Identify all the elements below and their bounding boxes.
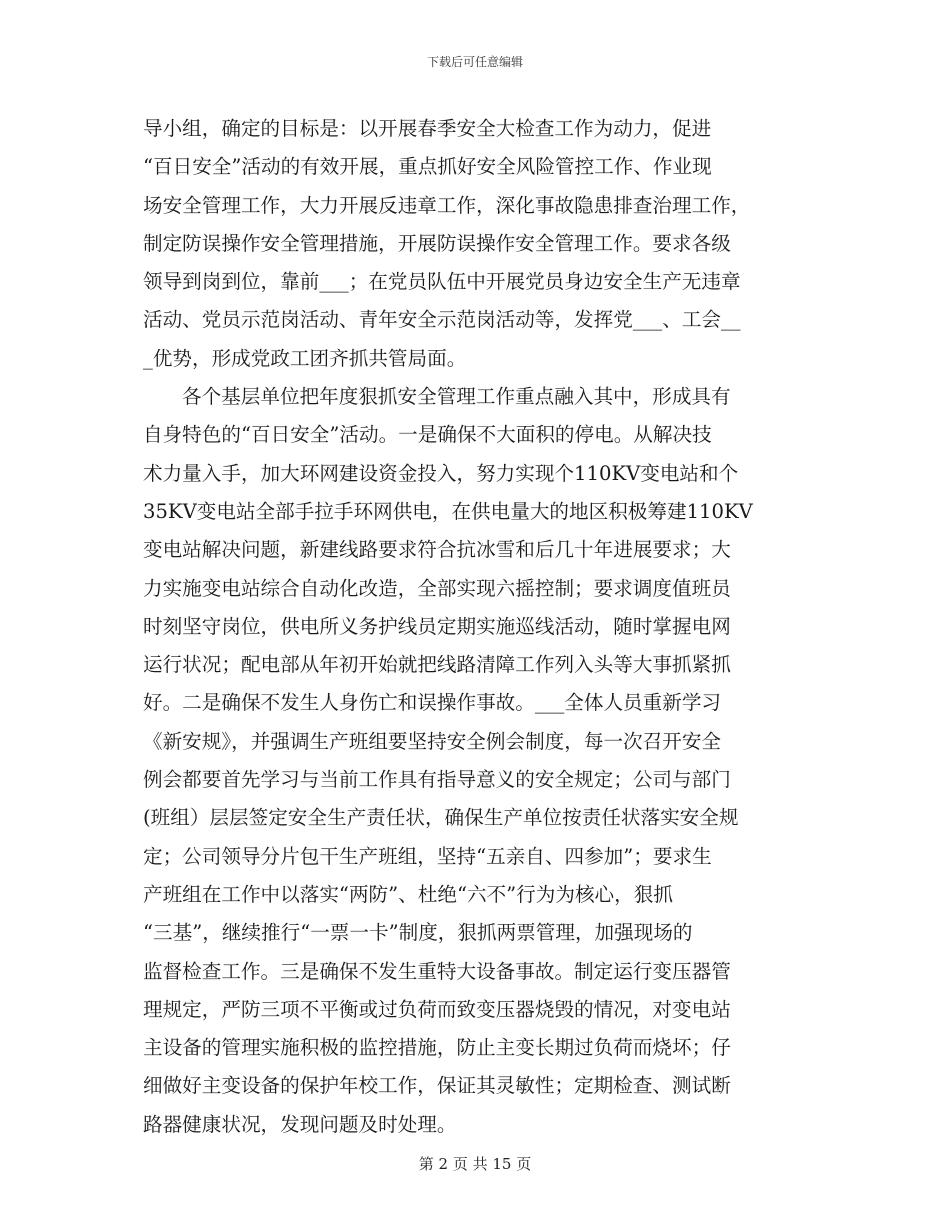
- text-line: 力实施变电站综合自动化改造，全部实现六摇控制；要求调度值班员: [143, 576, 731, 600]
- text-line: “百日安全”活动的有效开展，重点抓好安全风险管控工作、作业现: [143, 155, 712, 179]
- page-footer: 第 2 页 共 15 页: [418, 1155, 532, 1173]
- text-line: 理规定，严防三项不平衡或过负荷而致变压器烧毁的情况，对变电站: [143, 997, 731, 1021]
- text-line: 制定防误操作安全管理措施，开展防误操作安全管理工作。要求各级: [143, 231, 731, 255]
- text-line: 主设备的管理实施积极的监控措施，防止主变长期过负荷而烧坏；仔: [143, 1036, 731, 1060]
- text-line: 《新安规》，并强调生产班组要坚持安全例会制度，每一次召开安全: [143, 729, 722, 753]
- page-header: 下载后可任意编辑: [426, 55, 523, 69]
- text-line: 运行状况；配电部从年初开始就把线路清障工作列入头等大事抓紧抓: [143, 653, 731, 677]
- text-line: 各个基层单位把年度狠抓安全管理工作重点融入其中，形成具有: [182, 385, 731, 409]
- text-line: _优势，形成党政工团齐抓共管局面。: [143, 346, 467, 370]
- text-line: (班组）层层签定安全生产责任状，确保生产单位按责任状落实安全规: [143, 806, 739, 830]
- text-line: 自身特色的“百日安全”活动。一是确保不大面积的停电。从解决技: [143, 423, 712, 447]
- text-line: 定；公司领导分片包干生产班组，坚持“五亲自、四参加”；要求生: [143, 844, 712, 868]
- text-line: 35KV变电站全部手拉手环网供电，在供电量大的地区积极筹建110KV: [143, 499, 753, 523]
- text-line: 活动、党员示范岗活动、青年安全示范岗活动等，发挥党___、工会__: [143, 308, 741, 332]
- text-line: 术力量入手，加大环网建设资金投入，努力实现个110KV变电站和个: [143, 461, 739, 485]
- text-line: 导小组，确定的目标是：以开展春季安全大检查工作为动力，促进: [143, 117, 712, 140]
- text-line: 例会都要首先学习与当前工作具有指导意义的安全规定；公司与部门: [143, 768, 731, 792]
- text-line: 路器健康状况，发现问题及时处理。: [143, 1112, 457, 1136]
- text-line: 场安全管理工作，大力开展反违章工作，深化事故隐患排查治理工作，: [143, 193, 751, 217]
- text-line: 好。二是确保不发生人身伤亡和误操作事故。___全体人员重新学习: [143, 691, 722, 715]
- text-line: 细做好主变设备的保护年校工作，保证其灵敏性；定期检查、测试断: [143, 1074, 731, 1098]
- document-body: [143, 110, 811, 1144]
- text-line: 时刻坚守岗位，供电所义务护线员定期实施巡线活动，随时掌握电网: [143, 614, 731, 638]
- text-line: 监督检查工作。三是确保不发生重特大设备事故。制定运行变压器管: [143, 959, 731, 983]
- text-line: 产班组在工作中以落实“两防”、杜绝“六不”行为为核心，狠抓: [143, 882, 673, 906]
- text-line: “三基”，继续推行“一票一卡”制度，狠抓两票管理，加强现场的: [143, 921, 693, 945]
- text-line: 领导到岗到位，靠前___；在党员队伍中开展党员身边安全生产无违章: [143, 270, 741, 294]
- text-line: 变电站解决问题，新建线路要求符合抗冰雪和后几十年进展要求；大: [143, 538, 731, 562]
